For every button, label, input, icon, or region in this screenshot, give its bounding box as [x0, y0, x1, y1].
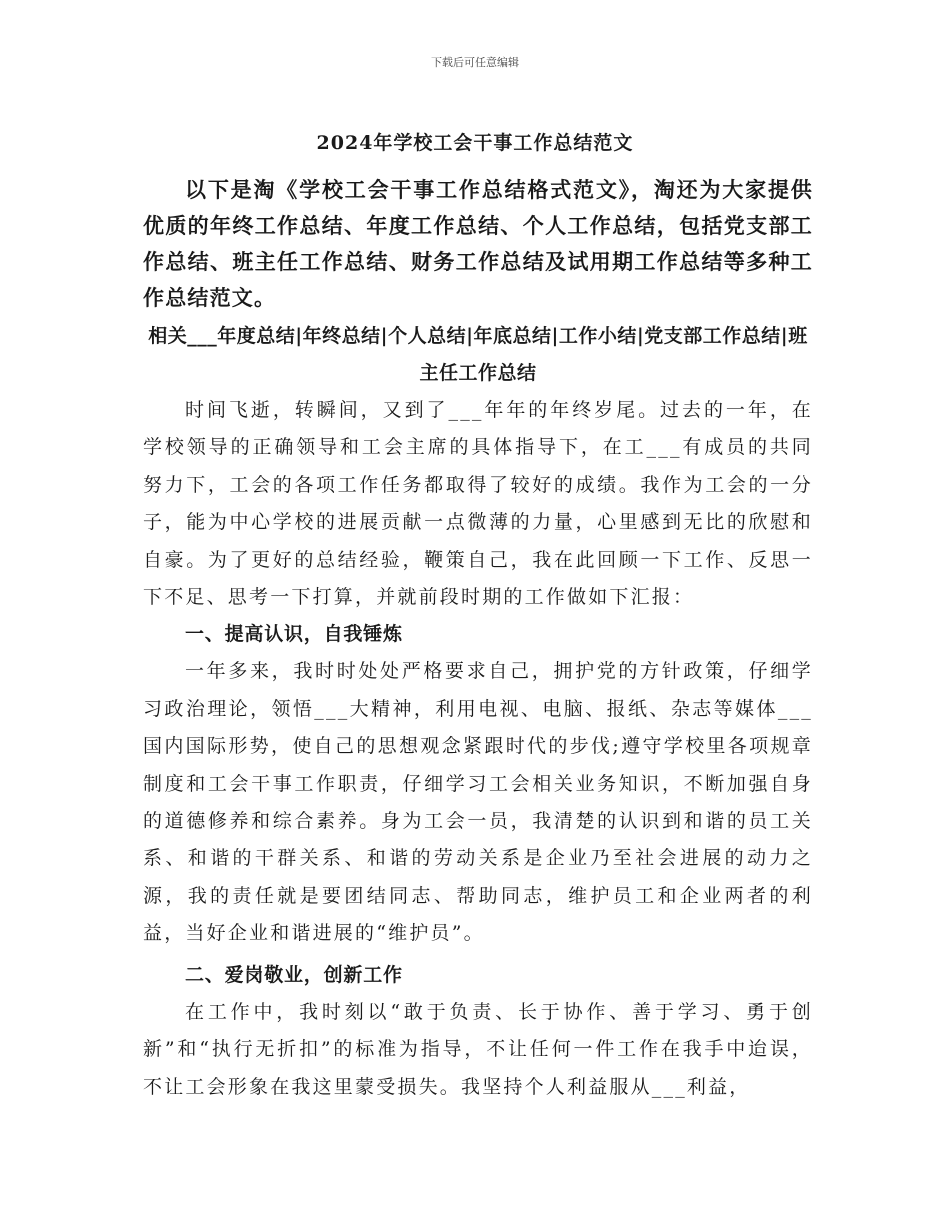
section-heading-1: 一、提高认识，自我锤炼: [185, 623, 403, 646]
related-links: 相关___年度总结|年终总结|个人总结|年底总结|工作小结|党支部工作总结|班主任工作总结: [148, 325, 808, 384]
paragraph-2: 一年多来，我时时处处严格要求自己，拥护党的方针政策，仔细学习政治理论，领悟___大精神，利用电视、电脑、报纸、杂志等媒体___国内国际形势，使自己的思想观念紧跟时代的步伐;遵守学校里各项规章制度和工会干事工作职责，仔细学习工会相关业务知识，不断加强自身的道德修养和综合素养。身为工会一员，我清楚的认识到和谐的员工关系、和谐的干群关系、和谐的劳动关系是企业乃至社会进展的动力之源，我的责任就是要团结同志、帮助同志，维护员工和企业两者的利益，当好企业和谐进展的“维护员”。: [143, 660, 813, 945]
paragraph-1: 时间飞逝，转瞬间，又到了___年年的年终岁尾。过去的一年，在学校领导的正确领导和工会主席的具体指导下，在工___有成员的共同努力下，工会的各项工作任务都取得了较好的成绩。我作为工会的一分子，能为中心学校的进展贡献一点微薄的力量，心里感到无比的欣慰和自豪。为了更好的总结经验，鞭策自己，我在此回顾一下工作、反思一下不足、思考一下打算，并就前段时期的工作做如下汇报：: [143, 399, 813, 609]
intro-paragraph: 以下是淘《学校工会干事工作总结格式范文》，淘还为大家提供优质的年终工作总结、年度工作总结、个人工作总结，包括党支部工作总结、班主任工作总结、财务工作总结及试用期工作总结等多种工作总结范文。: [143, 177, 813, 310]
document-body: [143, 172, 813, 1106]
paragraph-3: 在工作中，我时刻以“敢于负责、长于协作、善于学习、勇于创新”和“执行无折扣”的标准为指导，不让任何一件工作在我手中迨误，不让工会形象在我这里蒙受损失。我坚持个人利益服从___利益，: [143, 1000, 813, 1098]
document-title: 2024年学校工会干事工作总结范文: [316, 132, 634, 154]
header-note: 下载后可任意编辑: [431, 56, 519, 69]
section-heading-2: 二、爱岗敬业，创新工作: [185, 963, 403, 986]
